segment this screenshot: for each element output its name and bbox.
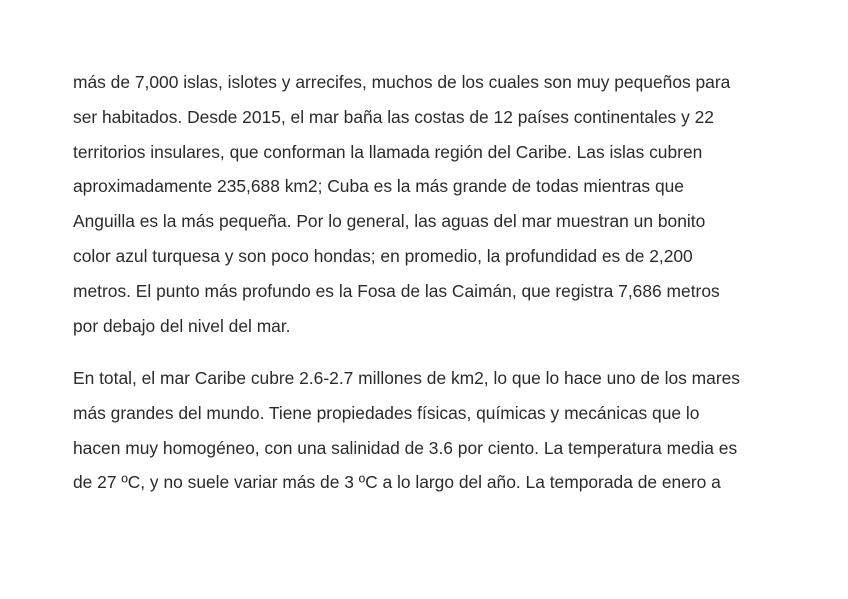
text-line: aproximadamente 235,688 km2; Cuba es la más grande de todas mientras que [73, 176, 684, 197]
text-line: más de 7,000 islas, islotes y arrecifes, muchos de los cuales son muy pequeños para [73, 72, 731, 92]
text-line: ser habitados. Desde 2015, el mar baña las costas de 12 países continentales y 22 [73, 106, 714, 127]
text-line: hacen muy homogéneo, con una salinidad de 3.6 por ciento. La temperatura media es [73, 437, 738, 458]
text-line: color azul turquesa y son poco hondas; en promedio, la profundidad es de 2,200 [73, 245, 693, 266]
text-line: metros. El punto más profundo es la Fosa de las Caimán, que registra 7,686 metros [73, 280, 720, 301]
text-line: más grandes del mundo. Tiene propiedades físicas, químicas y mecánicas que lo [73, 402, 700, 423]
text-line: territorios insulares, que conforman la llamada región del Caribe. Las islas cubren [73, 141, 703, 162]
text-line: de 27 ºC, y no suele variar más de 3 ºC a lo largo del año. La temporada de enero a [73, 472, 721, 493]
text-line: Anguilla es la más pequeña. Por lo general, las aguas del mar muestran un bonito [73, 211, 706, 232]
paragraph-2 [73, 361, 783, 500]
text-line: En total, el mar Caribe cubre 2.6-2.7 millones de km2, lo que lo hace uno de los mares [73, 368, 740, 388]
paragraph-1 [73, 65, 783, 343]
text-line: por debajo del nivel del mar. [73, 315, 291, 336]
